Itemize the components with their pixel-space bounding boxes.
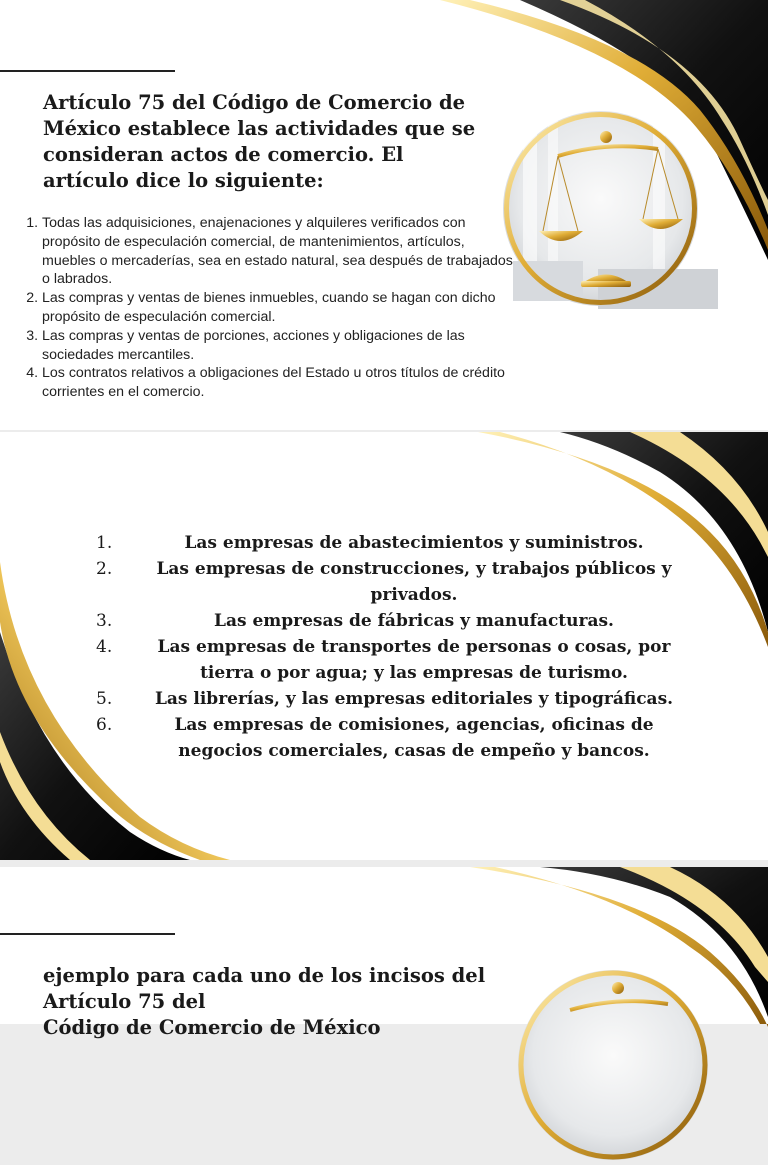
list-item: 4. Los contratos relativos a obligaciones del Estado u otros títulos de crédito corrientes en el comercio. [42,364,520,402]
list-item: 1. Las empresas de abastecimientos y suministros. [96,533,644,553]
scales-photo-medallion [518,970,708,1160]
slide-1 [0,0,768,430]
companies-list [88,530,688,764]
list-item: 5. Las librerías, y las empresas editoriales y tipográficas. [96,689,674,709]
header-rule [0,70,175,72]
list-item: 2. Las compras y ventas de bienes inmuebles, cuando se hagan con dicho propósito de especulación comercial. [42,289,520,327]
slide-3 [0,867,768,1039]
list-item: 2. Las empresas de construcciones, y trabajos públicos y privados. [96,559,672,605]
slide-title: Artículo 75 del Código de Comercio de México establece las actividades que se consideran actos de comercio. El artículo dice lo siguiente: [43,91,476,192]
article-items-list [28,214,520,402]
scales-photo-medallion [503,111,698,306]
list-item: 6. Las empresas de comisiones, agencias, oficinas de negocios comerciales, casas de empeño y bancos. [96,715,654,761]
header-rule [0,933,175,935]
list-item: 3. Las compras y ventas de porciones, acciones y obligaciones de las sociedades mercantiles. [42,327,520,365]
slide-title: ejemplo para cada uno de los incisos del Artículo 75 del Código de Comercio de México [43,964,486,1039]
scales-of-justice-icon [518,970,708,1160]
gold-ring [503,111,698,306]
list-item: 4. Las empresas de transportes de personas o cosas, por tierra o por agua; y las empresas de turismo. [96,637,671,683]
slide-2 [0,432,768,860]
list-item: 1. Todas las adquisiciones, enajenaciones y alquileres verificados con propósito de especulación comercial, de mantenimientos, artículos, muebles o mercaderías, sea en estado natural, sea después de trabajados o labrados. [42,214,520,289]
list-item: 3. Las empresas de fábricas y manufacturas. [96,611,614,631]
